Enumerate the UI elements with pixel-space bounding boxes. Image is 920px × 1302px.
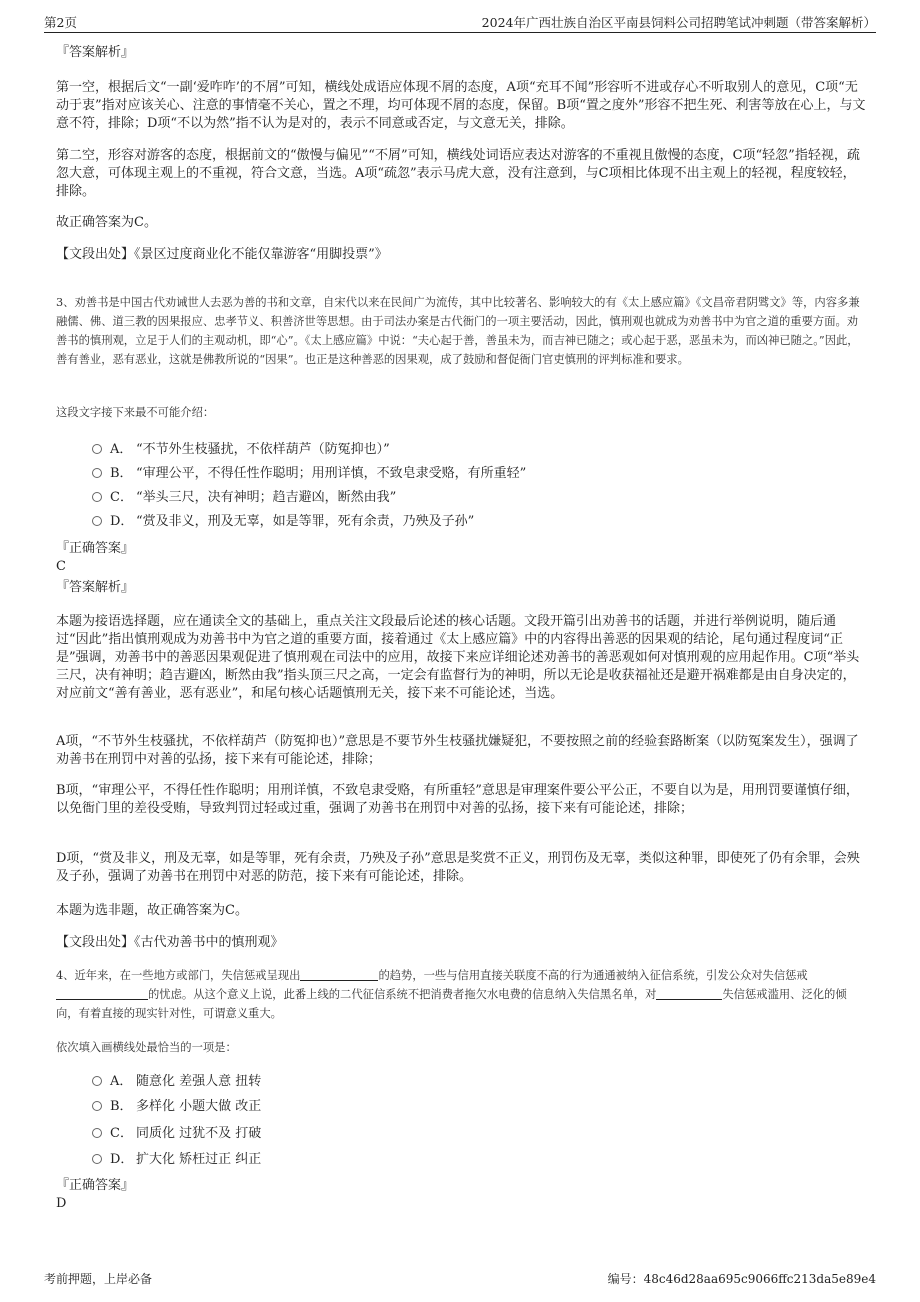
q2-source: 【文段出处】《景区过度商业化不能仅靠游客“用脚投票”》 (56, 247, 388, 262)
page-header (44, 10, 876, 33)
q2-analysis-label: 『答案解析』 (56, 45, 135, 60)
radio-icon[interactable] (92, 1076, 102, 1086)
fill-blank-2[interactable] (56, 987, 148, 1000)
radio-icon[interactable] (92, 444, 102, 454)
q4-question: 依次填入画横线处最恰当的一项是： (56, 1041, 237, 1054)
q3-explanation-a: A项，“不节外生枝骚扰，不依样葫芦（防冤抑也）”意思是不要节外生枝骚扰嫌疑犯，不要按照之前的经验套路断案（以防冤案发生），强调了劝善书在刑罚中对善的弘扬，接下来有可能论述，排除； (56, 734, 859, 767)
radio-icon[interactable] (92, 516, 102, 526)
footer-slogan: 考前押题，上岸必备 (44, 1272, 153, 1286)
q3-answer: C (56, 559, 66, 574)
q4-answer: D (56, 1196, 67, 1211)
q3-option-c[interactable]: C． “举头三尺，决有神明；趋吉避凶，断然由我” (92, 489, 396, 507)
q2-conclusion: 故正确答案为C。 (56, 215, 157, 230)
q3-option-a[interactable]: A． “不节外生枝骚扰，不依样葫芦（防冤抑也）” (92, 441, 390, 459)
document-id: 编号：48c46d28aa695c9066ffc213da5e89e4 (607, 1272, 876, 1286)
q3-conclusion: 本题为选非题，故正确答案为C。 (56, 903, 248, 918)
q3-option-d[interactable]: D． “赏及非义，刑及无辜，如是等罪，死有余责，乃殃及子孙” (92, 513, 474, 531)
q4-option-c[interactable]: C． 同质化 过犹不及 打破 (92, 1125, 261, 1143)
q3-analysis: 本题为接语选择题，应在通读全文的基础上，重点关注文段最后论述的核心话题。文段开篇引出劝善书的话题，并进行举例说明，随后通过“因此”指出慎刑观成为劝善书中为官之道的重要方面，接着通过《太上感应篇》中的内容得出善恶的因果观的结论，尾句通过程度词“正是”强调，劝善书中的善恶因果观促进了慎刑观在司法中的应用，故接下来应详细论述劝善书的善恶观如何对慎刑观的应用起作用。C项“举头三尺，决有神明；趋吉避凶，断然由我”指头顶三尺之高，一定会有监督行为的神明，所以无论是收获福祉还是避开祸难都是由自身决定的，对应前文“善有善业，恶有恶业”，和尾句核心话题慎刑无关，接下来不可能论述，当选。 (56, 614, 860, 701)
q3-question: 这段文字接下来最不可能介绍： (56, 406, 215, 419)
fill-blank-3[interactable] (656, 987, 722, 1000)
q4-answer-label: 『正确答案』 (56, 1178, 135, 1193)
q3-passage: 3、劝善书是中国古代劝诫世人去恶为善的书和文章，自宋代以来在民间广为流传，其中比较著名、影响较大的有《太上感应篇》《文昌帝君阴骘文》等，内容多兼融儒、佛、道三教的因果报应、忠孝节义、积善济世等思想。由于司法办案是古代衙门的一项主要活动，因此，慎刑观也就成为劝善书中为官之道的重要方面。劝善书的慎刑观，立足于人们的主观动机，即“心”。《太上感应篇》中说：“夫心起于善，善虽未为，而吉神已随之；或心起于恶，恶虽未为，而凶神已随之。”因此，善有善业，恶有恶业，这就是佛教所说的“因果”。也正是这种善恶的因果观，成了鼓励和督促衙门官吏慎刑的评判标准和要求。 (56, 296, 860, 366)
q4-option-d[interactable]: D． 扩大化 矫枉过正 纠正 (92, 1151, 261, 1169)
fill-blank-1[interactable] (300, 968, 378, 981)
radio-icon[interactable] (92, 1128, 102, 1138)
q2-analysis-paragraph-2: 第二空，形容对游客的态度，根据前文的“傲慢与偏见”“不屑”可知，横线处词语应表达对游客的不重视且傲慢的态度，C项“轻忽”指轻视，疏忽大意，可体现主观上的不重视，符合文意，当选。A项“疏忽”表示马虎大意，没有注意到，与C项相比体现不出主观上的轻视，程度较轻，排除。 (56, 148, 860, 199)
q3-source: 【文段出处】《古代劝善书中的慎刑观》 (56, 935, 284, 950)
q2-analysis-paragraph-1: 第一空，根据后文“一副‘爱咋咋’的不屑”可知，横线处成语应体现不屑的态度，A项“充耳不闻”形容听不进或存心不听取别人的意见，C项“无动于衷”指对应该关心、注意的事情毫不关心，置之不理，均可体现不屑的态度，保留。B项“置之度外”形容不把生死、利害等放在心上，与文意不符，排除；D项“不以为然”指不认为是对的，表示不同意或否定，与文意无关，排除。 (56, 80, 866, 131)
q4-option-b[interactable]: B． 多样化 小题大做 改正 (92, 1098, 261, 1116)
q3-explanation-b: B项，“审理公平，不得任性作聪明；用刑详慎，不致皂隶受赂，有所重轻”意思是审理案件要公平公正，不要自以为是，用刑罚要谨慎仔细，以免衙门里的差役受贿，导致判罚过轻或过重，强调了劝善书在刑罚中对善的弘扬，接下来有可能论述，排除； (56, 783, 859, 816)
radio-icon[interactable] (92, 492, 102, 502)
radio-icon[interactable] (92, 1154, 102, 1164)
document-title: 2024年广西壮族自治区平南县饲料公司招聘笔试冲刺题（带答案解析） (481, 15, 876, 30)
radio-icon[interactable] (92, 468, 102, 478)
q4-option-a[interactable]: A． 随意化 差强人意 扭转 (92, 1073, 261, 1091)
q3-answer-label: 『正确答案』 (56, 541, 135, 556)
q3-option-b[interactable]: B． “审理公平，不得任性作聪明；用刑详慎，不致皂隶受赂，有所重轻” (92, 465, 526, 483)
radio-icon[interactable] (92, 1101, 102, 1111)
page-number: 第2页 (44, 15, 77, 30)
q3-analysis-label: 『答案解析』 (56, 580, 135, 595)
q4-passage: 4、近年来，在一些地方或部门，失信惩戒呈现出 的趋势，一些与信用直接关联度不高的行为通通被纳入征信系统，引发公众对失信惩戒的忧虑。从这个意义上说，此番上线的二代征信系统不把消费者拖欠水电费的信息纳入失信黑名单，对 失信惩戒滥用、泛化的倾向，有着直接的现实针对性，可谓意义重大。 (56, 969, 847, 1020)
q3-explanation-d: D项，“赏及非义，刑及无辜，如是等罪，死有余责，乃殃及子孙”意思是奖赏不正义，刑罚伤及无辜，类似这种罪，即使死了仍有余罪，会殃及子孙，强调了劝善书在刑罚中对恶的防范，接下来有可能论述，排除。 (56, 851, 860, 884)
